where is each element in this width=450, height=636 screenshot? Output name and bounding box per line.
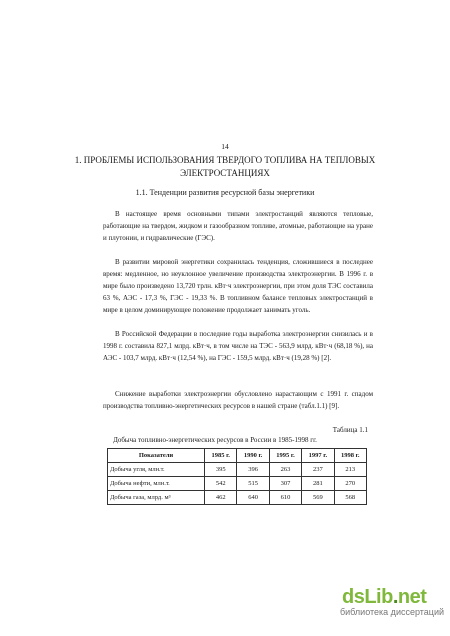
row-label-gas: Добыча газа, млрд. м³ xyxy=(108,491,205,505)
table-cell: 395 xyxy=(205,463,237,477)
row-label-coal: Добыча угля, млн.т. xyxy=(108,463,205,477)
page-number: 14 xyxy=(221,142,229,151)
table-cell: 213 xyxy=(334,463,366,477)
row-label-oil: Добыча нефти, млн.т. xyxy=(108,477,205,491)
table-cell: 281 xyxy=(302,477,334,491)
table-cell: 515 xyxy=(237,477,269,491)
header-1995: 1995 г. xyxy=(269,449,301,463)
paragraph-3: В Российской Федерации в последние годы выработка электроэнергии снизилась и в 1998 г. составила 827,1 млрд. кВт·ч, в том числе на ТЭС - 563,9 млрд. кВт·ч (68,18 %), на АЭС - 103,7 млрд. кВт·ч (12,54 %), на ГЭС - 159,5 млрд. кВт·ч (19,28 %) [2]. xyxy=(103,330,373,362)
table-row xyxy=(108,463,367,477)
table-label: Таблица 1.1 xyxy=(332,426,368,434)
watermark-subtitle: библиотека диссертаций xyxy=(340,607,445,617)
table-row xyxy=(108,477,367,491)
paragraph-1: В настоящее время основными типами электростанций являются тепловые, работающие на твердом, жидком и газообразном топливе, атомные, работающие на уране и плутонии, и гидравлические (ГЭС). xyxy=(103,210,373,242)
header-indicators: Показатели xyxy=(108,449,205,463)
logo-dot: . xyxy=(392,586,398,608)
table-row xyxy=(108,491,367,505)
table-cell: 307 xyxy=(269,477,301,491)
table-cell: 610 xyxy=(269,491,301,505)
paragraph-4: Снижение выработки электроэнергии обусловлено нарастающим с 1991 г. спадом производства топливно-энергетических ресурсов в нашей стране (табл.1.1) [9]. xyxy=(103,390,373,410)
header-1998: 1998 г. xyxy=(334,449,366,463)
chapter-title: 1. ПРОБЛЕМЫ ИСПОЛЬЗОВАНИЯ ТВЕРДОГО ТОПЛИВА НА ТЕПЛОВЫХ ЭЛЕКТРОСТАНЦИЯХ xyxy=(74,155,376,178)
header-1990: 1990 г. xyxy=(237,449,269,463)
table-cell: 396 xyxy=(237,463,269,477)
table-cell: 462 xyxy=(205,491,237,505)
table-cell: 569 xyxy=(302,491,334,505)
header-1985: 1985 г. xyxy=(205,449,237,463)
dslib-logo xyxy=(342,586,442,609)
table-cell: 237 xyxy=(302,463,334,477)
table-caption: Добыча топливно-энергетических ресурсов в России в 1985-1998 гг. xyxy=(113,436,317,444)
section-title: 1.1. Тенденции развития ресурсной базы энергетики xyxy=(135,188,315,197)
paragraph-2: В развитии мировой энергетики сохранилась тенденция, сложившиеся в последнее время: медленное, но неуклонное увеличение производства электроэнергии. В 1996 г. в мире было произведено 13,720 трлн. кВт·ч электроэнергии, при этом доля ТЭС составила 63 %, АЭС - 17,3 %, ГЭС - 19,33 %. В топливном балансе тепловых электростанций в мире в целом доминирующее положение продолжает занимать уголь. xyxy=(103,258,373,314)
table-cell: 568 xyxy=(334,491,366,505)
table-header-row xyxy=(108,449,367,463)
table-cell: 270 xyxy=(334,477,366,491)
dslib-watermark-link[interactable] xyxy=(340,586,445,617)
table-cell: 640 xyxy=(237,491,269,505)
table-cell: 542 xyxy=(205,477,237,491)
header-1997: 1997 г. xyxy=(302,449,334,463)
table-cell: 263 xyxy=(269,463,301,477)
logo-main-text: dsLib xyxy=(342,586,393,608)
logo-tld: net xyxy=(397,586,427,608)
fuel-production-table xyxy=(107,448,367,505)
